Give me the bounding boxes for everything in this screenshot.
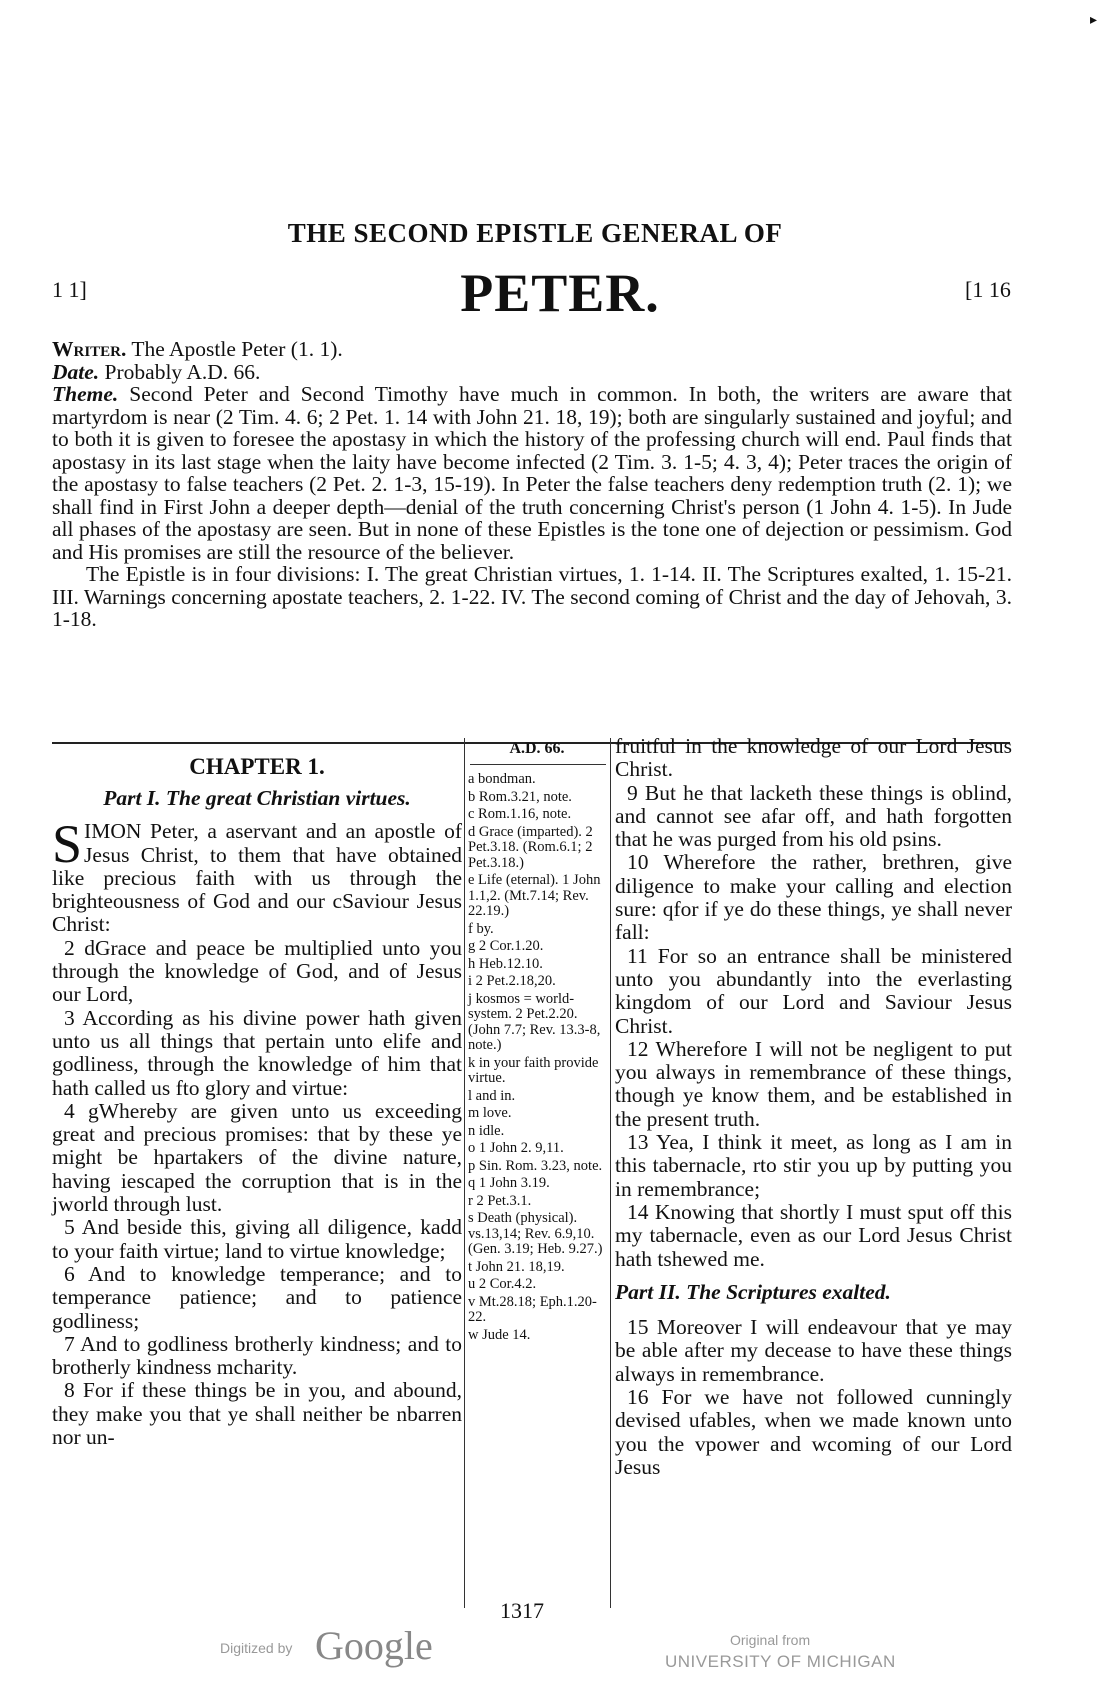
book-title: PETER. xyxy=(460,263,660,323)
verse-11: 11 For so an entrance shall be ministered unto you abundantly into the everlasting kingdom of our Lord and Saviour Jesus Christ. xyxy=(615,943,1012,1038)
part-one-heading: Part I. The great Christian virtues. xyxy=(103,786,411,811)
theme-paragraph xyxy=(52,383,1012,563)
left-text-column xyxy=(52,755,462,1449)
verse-7: 7 And to godliness brotherly kindness; and to brotherly kindness mcharity. xyxy=(52,1331,462,1380)
introduction xyxy=(52,338,1012,631)
margin-note: t John 21. 18,19. xyxy=(468,1258,565,1275)
margin-note: n idle. xyxy=(468,1122,505,1139)
verse-1 xyxy=(52,814,462,937)
verse-3: 3 According as his divine power hath given unto us all things that pertain unto elife and godliness, through the knowledge of him that hath called us fto glory and virtue: xyxy=(52,1005,462,1100)
reference-right: [1 16 xyxy=(965,277,1011,302)
verse-12: 12 Wherefore I will not be negligent to put you always in remembrance of these things, though ye know them, and be established in the present truth. xyxy=(615,1036,1012,1131)
corner-mark: ▸ xyxy=(1090,13,1098,28)
date-label: Date. xyxy=(52,359,100,384)
column-divider-right xyxy=(610,738,611,1608)
theme-text: Second Peter and Second Timothy have much in common. In both, the writers are aware that martyrdom is near (2 Tim. 4. 6; 2 Pet. 1. 14 with John 21. 18, 19); both are singularly sustained and joyful; and to both it is given to foresee the apostasy in which the history of the professing church will end. Paul finds that apostasy in its last stage when the laity have become infected (2 Tim. 3. 1-5; 4. 3, 4); Peter traces the origin of the apostasy to false teachers (2 Pet. 2. 1-3, 15-19). In Peter the false teachers deny redemption truth (2. 1); we shall find in First John a deeper depth—denial of the truth concerning Christ's person (1 John 4. 1-5). In Jude all phases of the apostasy are seen. But in none of these Epistles is the tone one of dejection or pessimism. God and His promises are still the resource of the believer. xyxy=(52,382,1012,564)
writer-label: Writer. xyxy=(52,337,127,361)
margin-note: w Jude 14. xyxy=(468,1326,531,1343)
verse-8-continued: fruitful in the knowledge of our Lord Jesus Christ. xyxy=(615,734,1012,782)
margin-note: e Life (eternal). 1 John 1.1,2. (Mt.7.14; Rev. 22.19.) xyxy=(468,872,601,919)
verse-16: 16 For we have not followed cunningly devised ufables, when we made known unto you the vpower and wcoming of our Lord Jesus xyxy=(615,1385,1012,1479)
column-divider-left xyxy=(464,738,465,1608)
margin-note: d Grace (imparted). 2 Pet.3.18. (Rom.6.1; 2 Pet.3.18.) xyxy=(468,823,593,871)
margin-note: f by. xyxy=(468,920,494,937)
verse-8: 8 For if these things be in you, and abound, they make you that ye shall neither be nbarren nor un- xyxy=(52,1378,462,1450)
margin-note: c Rom.1.16, note. xyxy=(468,806,572,822)
university-label: UNIVERSITY OF MICHIGAN xyxy=(665,1652,896,1671)
right-text-column xyxy=(615,735,1012,1479)
divisions-paragraph: The Epistle is in four divisions: I. The great Christian virtues, 1. 1-14. II. The Scriptures exalted, 1. 15-21. III. Warnings concerning apostate teachers, 2. 1-22. IV. The second coming of Christ and the day of Jehovah, 3. 1-18. xyxy=(52,562,1012,631)
writer-line xyxy=(52,338,1012,361)
margin-note: b Rom.3.21, note. xyxy=(468,788,572,805)
margin-note: u 2 Cor.4.2. xyxy=(468,1276,537,1292)
margin-note: o 1 John 2. 9,11. xyxy=(468,1140,564,1156)
verse-14: 14 Knowing that shortly I must sput off this my tabernacle, even as our Lord Jesus Christ hath tshewed me. xyxy=(615,1199,1012,1271)
verse-1-text: IMON Peter, a aservant and an apostle of Jesus Christ, to them that have obtained like precious faith with us through the brighteousness of God and our cSaviour Jesus Christ: xyxy=(52,819,462,937)
verse-4: 4 gWhereby are given unto us exceeding great and precious promises: that by these ye might be hpartakers of the divine nature, having iescaped the corruption that is in the jworld through lust. xyxy=(52,1098,462,1217)
digitized-by-label: Digitized by xyxy=(220,1640,293,1656)
margin-note: m love. xyxy=(468,1105,512,1121)
margin-note: j kosmos = world-system. 2 Pet.2.20. (John 7.7; Rev. 13.3-8, note.) xyxy=(468,990,601,1053)
margin-note: h Heb.12.10. xyxy=(468,955,543,972)
verse-9: 9 But he that lacketh these things is oblind, and cannot see afar off, and hath forgotten that he was purged from his old psins. xyxy=(615,780,1012,852)
drop-cap: S xyxy=(52,814,83,875)
date-text: Probably A.D. 66. xyxy=(99,359,261,384)
reference-left: 1 1] xyxy=(52,277,87,302)
margin-note: l and in. xyxy=(468,1087,516,1104)
margin-note: i 2 Pet.2.18,20. xyxy=(468,973,556,989)
theme-label: Theme. xyxy=(52,382,119,406)
verse-5: 5 And beside this, giving all diligence, kadd to your faith virtue; land to virtue knowledge; xyxy=(52,1215,462,1263)
verse-13: 13 Yea, I think it meet, as long as I am in this tabernacle, rto stir you up by putting you in remembrance; xyxy=(615,1130,1012,1201)
verse-15: 15 Moreover I will endeavour that ye may be able after my decease to have these things always in remembrance. xyxy=(615,1315,1012,1386)
verse-6: 6 And to knowledge temperance; and to temperance patience; and to patience godliness; xyxy=(52,1261,462,1333)
margin-note: v Mt.28.18; Eph.1.20-22. xyxy=(468,1293,597,1325)
margin-note: r 2 Pet.3.1. xyxy=(468,1192,532,1209)
margin-rule xyxy=(470,764,606,765)
verse-10: 10 Wherefore the rather, brethren, give diligence to make your calling and election sure: qfor if ye do these things, ye shall never fall: xyxy=(615,850,1012,945)
epistle-supertitle: THE SECOND EPISTLE GENERAL OF xyxy=(287,218,783,248)
chapter-heading: CHAPTER 1. xyxy=(189,754,325,779)
margin-date-header: A.D. 66. xyxy=(509,740,565,757)
margin-note: q 1 John 3.19. xyxy=(468,1175,550,1191)
margin-note: a bondman. xyxy=(468,771,536,787)
writer-text: The Apostle Peter (1. 1). xyxy=(126,337,343,361)
part-two-heading: Part II. The Scriptures exalted. xyxy=(615,1279,891,1304)
verse-2: 2 dGrace and peace be multiplied unto you through the knowledge of God, and of Jesus our Lord, xyxy=(52,935,462,1007)
date-line xyxy=(52,361,1012,384)
google-logo: Google xyxy=(315,1623,433,1668)
original-from-label: Original from xyxy=(730,1632,811,1648)
page-number: 1317 xyxy=(500,1598,544,1623)
margin-notes xyxy=(468,772,606,1345)
margin-note: k in your faith provide virtue. xyxy=(468,1054,599,1086)
margin-note: s Death (physical). vs.13,14; Rev. 6.9,10. (Gen. 3.19; Heb. 9.27.) xyxy=(468,1210,603,1257)
margin-note: g 2 Cor.1.20. xyxy=(468,938,544,954)
margin-note: p Sin. Rom. 3.23, note. xyxy=(468,1157,603,1174)
